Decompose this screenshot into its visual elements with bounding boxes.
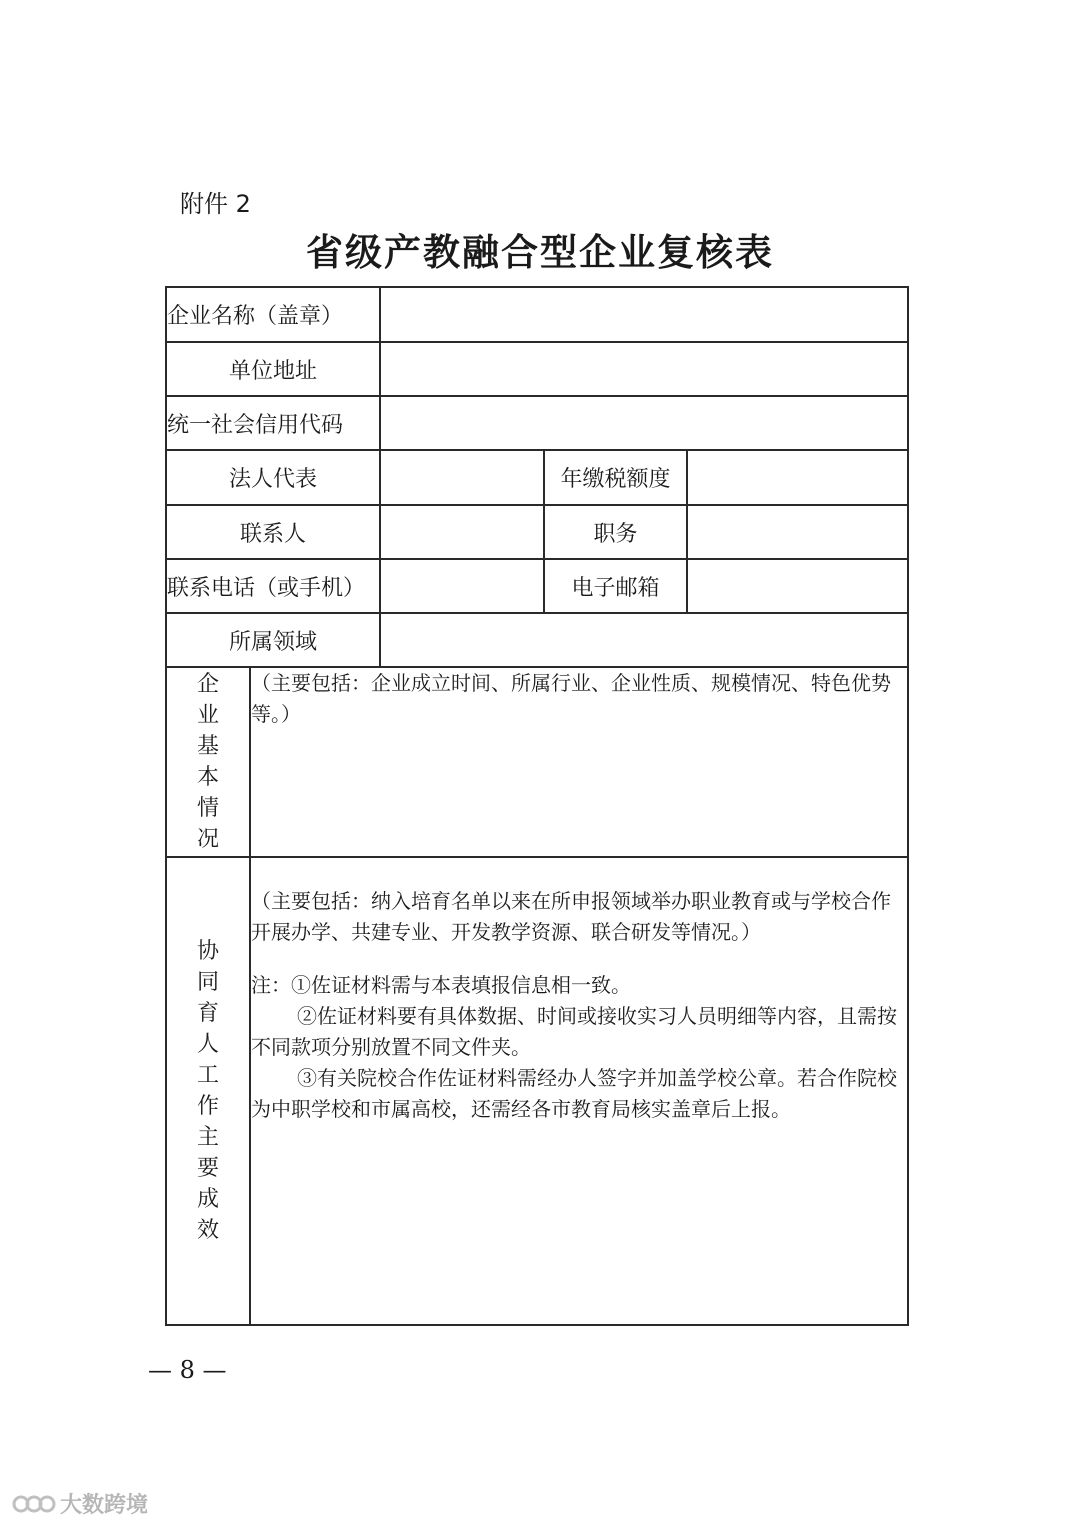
basic-info-label: 企业基本情况 (196, 672, 219, 852)
company-name-label: 企业名称（盖章） (166, 287, 380, 342)
credit-code-field[interactable] (380, 396, 908, 450)
watermark-text: 大数跨境 (60, 1493, 149, 1518)
watermark (12, 1488, 148, 1519)
review-form-table (165, 286, 909, 1326)
legal-rep-field[interactable] (380, 450, 544, 505)
position-label: 职务 (544, 505, 687, 559)
page-number: — 8 — (148, 1356, 227, 1384)
basic-info-hint: （主要包括：企业成立时间、所属行业、企业性质、规模情况、特色优势等。） (251, 671, 891, 726)
watermark-logo-icon (12, 1491, 56, 1517)
legal-rep-label: 法人代表 (166, 450, 380, 505)
annual-tax-field[interactable] (687, 450, 908, 505)
page-title: 省级产教融合型企业复核表 (306, 231, 774, 274)
achievements-hint: （主要包括：纳入培育名单以来在所申报领域举办职业教育或与学校合作开展办学、共建专业、开发教学资源、联合研发等情况。） (251, 889, 891, 944)
basic-info-field[interactable] (250, 667, 908, 857)
achievements-label-cell (166, 857, 250, 1325)
annual-tax-label: 年缴税额度 (544, 450, 687, 505)
field-field[interactable] (380, 613, 908, 667)
note-2: ②佐证材料要有具体数据、时间或接收实习人员明细等内容，且需按不同款项分别放置不同文件夹。 (251, 1004, 897, 1059)
contact-field[interactable] (380, 505, 544, 559)
company-name-field[interactable] (380, 287, 908, 342)
achievements-field[interactable] (250, 857, 908, 1325)
phone-field[interactable] (380, 559, 544, 613)
email-label: 电子邮箱 (544, 559, 687, 613)
note-1: 注：①佐证材料需与本表填报信息相一致。 (251, 973, 631, 997)
phone-label: 联系电话（或手机） (166, 559, 380, 613)
basic-info-label-cell (166, 667, 250, 857)
address-label: 单位地址 (166, 342, 380, 396)
attachment-label: 附件 2 (180, 190, 251, 218)
field-label: 所属领域 (166, 613, 380, 667)
address-field[interactable] (380, 342, 908, 396)
achievements-label: 协同育人工作主要成效 (196, 939, 219, 1243)
note-3: ③有关院校合作佐证材料需经办人签字并加盖学校公章。若合作院校为中职学校和市属高校，还需经各市教育局核实盖章后上报。 (251, 1066, 897, 1121)
position-field[interactable] (687, 505, 908, 559)
email-field[interactable] (687, 559, 908, 613)
contact-label: 联系人 (166, 505, 380, 559)
credit-code-label: 统一社会信用代码 (166, 396, 380, 450)
